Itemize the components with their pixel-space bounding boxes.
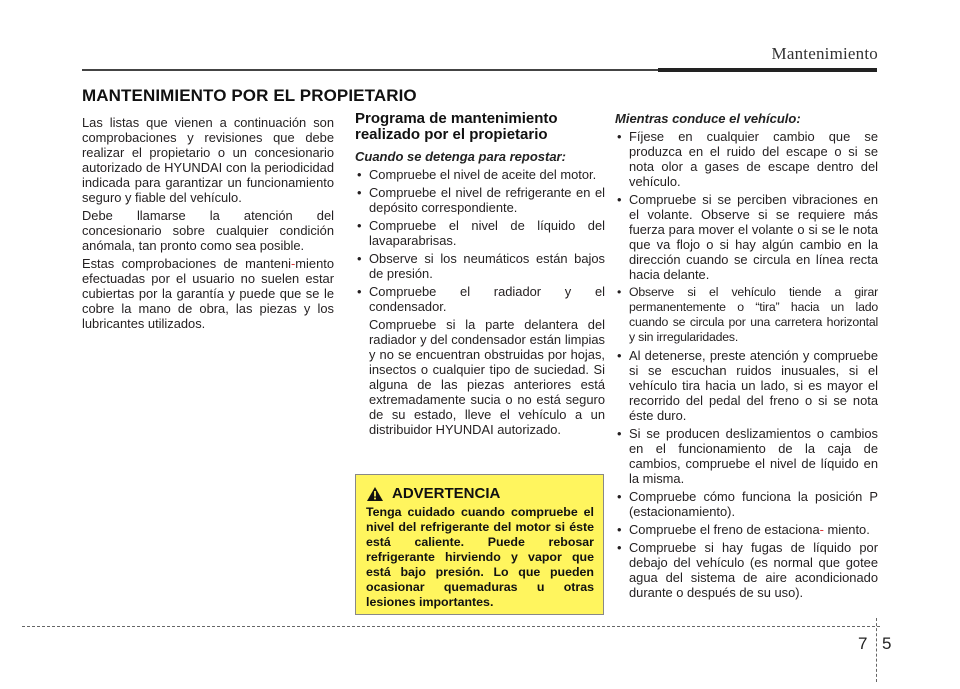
bullet-icon: •: [617, 522, 622, 537]
list-item: [615, 522, 878, 537]
list-item: [615, 489, 878, 519]
bullet-icon: •: [357, 251, 362, 266]
list-item-text: Compruebe el nivel de líquido del lavaparabrisas.: [369, 218, 605, 248]
list-item: [355, 284, 605, 437]
hyphen-mark: -: [819, 522, 824, 537]
warning-title: ADVERTENCIA: [392, 485, 501, 502]
list-item: [355, 251, 605, 281]
list-item: [615, 348, 878, 423]
driving-subheading: Mientras conduce el vehículo:: [615, 111, 801, 126]
bullet-icon: •: [357, 185, 362, 200]
program-heading: Programa de mantenimiento realizado por el propietario: [355, 110, 558, 143]
list-item: [355, 167, 605, 182]
list-item-text: Compruebe el nivel de aceite del motor.: [369, 167, 597, 182]
list-item: [615, 540, 878, 600]
list-item: [615, 192, 878, 282]
intro-p3-hyphen: -: [291, 256, 296, 271]
bullet-icon: •: [357, 167, 362, 182]
column-intro: [82, 115, 334, 334]
list-item: [355, 218, 605, 248]
list-item: [615, 129, 878, 189]
header-title: Mantenimiento: [771, 44, 878, 63]
bullet-icon: •: [617, 489, 622, 504]
bullet-icon: •: [617, 426, 622, 441]
list-item-text: Compruebe cómo funciona la posición P (estacionamiento).: [629, 489, 878, 519]
list-item-text: Compruebe el radiador y el condensador.: [369, 284, 605, 314]
bullet-icon: •: [617, 192, 622, 207]
intro-paragraph-1: Las listas que vienen a continuación son comprobaciones y revisiones que debe realizar el propietario o un concesionario autorizado de HYUNDAI con la periodicidad indicada para garantizar un funcionamiento seguro y fiable del vehículo.: [82, 115, 334, 205]
intro-paragraph-2: Debe llamarse la atención del concesionario sobre cualquier condición anómala, tan pronto como sea posible.: [82, 208, 334, 253]
warning-body: Tenga cuidado cuando compruebe el nivel del refrigerante del motor si éste está caliente. Puede rebosar refrigerante hirviendo y vapor que está bajo presión. Lo que pueden ocasionar quemaduras u otras lesiones importantes.: [366, 505, 594, 609]
page-number: 5: [882, 634, 892, 653]
section-title: MANTENIMIENTO POR EL PROPIETARIO: [82, 86, 417, 105]
footer-separator: [876, 618, 877, 682]
footer-rule: [22, 626, 880, 627]
bullet-icon: •: [617, 129, 622, 144]
list-item-text: Compruebe el nivel de refrigerante en el depósito correspondiente.: [369, 185, 605, 215]
list-item-text-end: miento.: [827, 522, 870, 537]
list-item-text: Al detenerse, preste atención y compruebe si se escuchan ruidos inusuales, si el vehículo tira hacia un lado, si es mayor el recorrido del pedal del freno o si se nota éste duro.: [629, 348, 878, 423]
warning-box: [355, 474, 604, 615]
warning-triangle-icon: [366, 486, 384, 502]
chapter-number: 7: [858, 634, 868, 653]
refuel-subheading: Cuando se detenga para repostar:: [355, 149, 566, 164]
intro-p3-end: miento efectuadas por el usuario no suelen estar cubiertas por la garantía y puede que se le cobre la mano de obra, las piezas y los lubricantes utilizados.: [82, 256, 334, 331]
refuel-checklist: [355, 167, 605, 437]
bullet-icon: •: [357, 284, 362, 299]
intro-p3-start: Estas comprobaciones de manteni: [82, 256, 291, 271]
list-item-text: Fíjese en cualquier cambio que se produzca en el ruido del escape o si se nota olor a gases de escape dentro del vehículo.: [629, 129, 878, 189]
driving-checklist: [615, 129, 878, 600]
column-refuel: [355, 111, 605, 440]
bullet-icon: •: [617, 348, 622, 363]
list-item-text: Observe si el vehículo tiende a girar permanentemente o “tira” hacia un lado cuando se circula por una carretera horizontal y sin irregularidades.: [629, 285, 878, 344]
list-item-text: Compruebe si hay fugas de líquido por debajo del vehículo (es normal que gotee agua del sistema de aire acondicionado durante o después de su uso).: [629, 540, 878, 600]
warning-header: [366, 485, 594, 502]
list-item: [615, 426, 878, 486]
list-item-text: Si se producen deslizamientos o cambios en el funcionamiento de la caja de cambios, compruebe el nivel de líquido en la misma.: [629, 426, 878, 486]
list-item-text: Observe si los neumáticos están bajos de presión.: [369, 251, 605, 281]
radiator-note: Compruebe si la parte delantera del radiador y del condensador están limpias y no se encuentran obstruidas por hojas, insectos o cualquier tipo de suciedad. Si alguna de las piezas anteriores está extremadamente sucia o no está seguro de su estado, lleve el vehículo a un distribuidor HYUNDAI autorizado.: [369, 317, 605, 437]
bullet-icon: •: [617, 540, 622, 555]
list-item-text: Compruebe si se perciben vibraciones en el volante. Observe si se requiere más fuerza para mover el volante o si se le nota que va flojo o si hay algún cambio en la dirección cuando se circula en línea recta hacia delante.: [629, 192, 878, 282]
bullet-icon: •: [617, 285, 622, 299]
bullet-icon: •: [357, 218, 362, 233]
intro-paragraph-3: [82, 256, 334, 331]
list-item: [355, 185, 605, 215]
header-rule-accent: [658, 68, 877, 72]
list-item-text: Compruebe el freno de estaciona: [629, 522, 820, 537]
list-item: [615, 285, 878, 345]
column-driving: [615, 111, 878, 603]
